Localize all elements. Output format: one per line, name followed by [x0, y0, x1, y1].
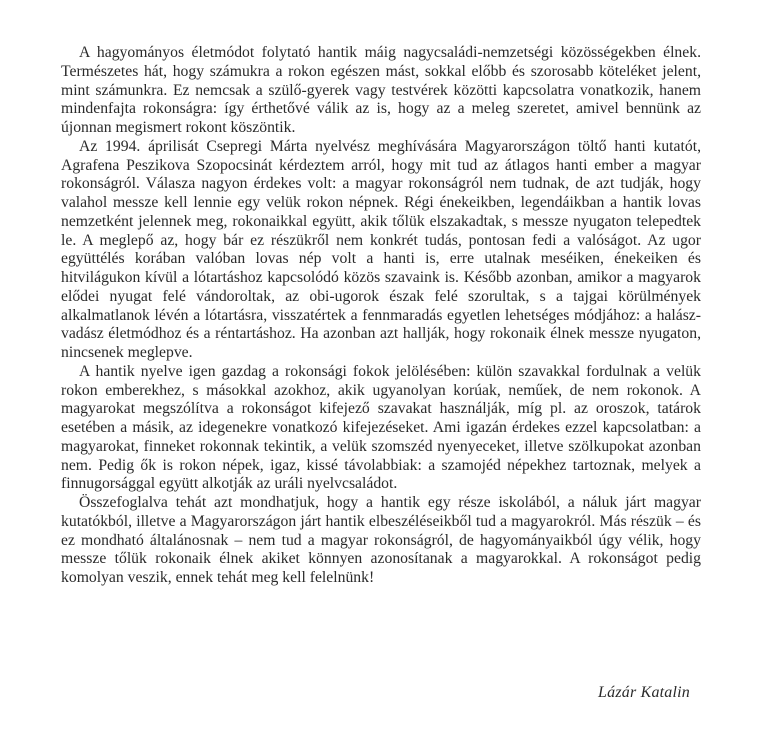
paragraph-3: A hantik nyelve igen gazdag a rokonsági fokok jelölésében: külön szavakkal fordulnak a velük rokon emberekhez, s másokkal azokhoz, akik ugyanolyan korúak, neműek, de nem rokonok. A magyarokat megszólítva a rokonságot kifejező szavakat használják, míg pl. az oroszok, tatárok esetében a másik, az idegenekre vonatkozó kifejezéseket. Ami igazán érdekes ezzel kapcsolatban: a magyarokat, finneket rokonnak tekintik, a velük szomszéd nyenyeceket, illetve szölkupokat azonban nem. Pedig ők is rokon népek, igaz, kissé távolabbiak: a szamojéd népekhez tartoznak, melyek a finnugorsággal együtt alkotják az uráli nyelvcsaládot. — [61, 362, 701, 493]
article-body — [61, 44, 701, 588]
paragraph-4: Összefoglalva tehát azt mondhatjuk, hogy a hantik egy része iskolából, a náluk járt magyar kutatókból, illetve a Magyarországon járt hantik elbeszéléseikből tud a magyarokról. Más részük – és ez mondható általánosnak – nem tud a magyar rokonságról, de hagyományaikból úgy vélik, hogy messze tőlük rokonaik élnek akiket könnyen azonosítanak a magyarokkal. A rokonságot pedig komolyan veszik, ennek tehát meg kell felelnünk! — [61, 494, 701, 586]
paragraph-2: Az 1994. áprilisát Csepregi Márta nyelvész meghívására Magyarországon töltő hanti kutatót, Agrafena Peszikova Szopocsinát kérdeztem arról, hogy mit tud az átlagos hanti ember a magyar rokonságról. Válasza nagyon érdekes volt: a magyar rokonságról nem tudnak, de azt tudják, hogy valahol messze kell lennie egy velük rokon népnek. Régi énekeikben, legendáikban a hantik lovas nemzetként jelennek meg, rokonaikkal együtt, akik tőlük elszakadtak, s messze nyugaton telepedtek le. A meglepő az, hogy bár ez részükről nem konkrét tudás, pontosan fedi a valóságot. Az ugor együttélés korában valóban lovas nép volt a hanti is, erre utalnak meséiken, énekeiken és hitvilágukon kívül a lótartáshoz kapcsolódó közös szavaink is. Később azonban, amikor a magyarok elődei nyugat felé vándoroltak, az obi-ugorok észak felé szorultak, s a tajgai körülmények alkalmatlanok lévén a lótartásra, visszatértek a fennmaradás egyetlen lehetséges módjához: a halász-vadász életmódhoz és a réntartáshoz. Ha azonban azt hallják, hogy rokonaik élnek messze nyugaton, nincsenek meglepve. — [61, 137, 701, 361]
paragraph-1: A hagyományos életmódot folytató hantik máig nagycsaládi-nemzetségi közösségekben élnek. Természetes hát, hogy számukra a rokon egészen mást, sokkal előbb és szorosabb köteléket jelent, mint számunkra. Ez nemcsak a szülő-gyerek vagy testvérek közötti kapcsolatra vonatkozik, hanem mindenfajta rokonságra: így érthetővé válik az is, hogy az a meleg szeretet, amivel bennünk az újonnan megismert rokont köszöntik. — [61, 44, 701, 136]
author-signature: Lázár Katalin — [598, 684, 690, 701]
